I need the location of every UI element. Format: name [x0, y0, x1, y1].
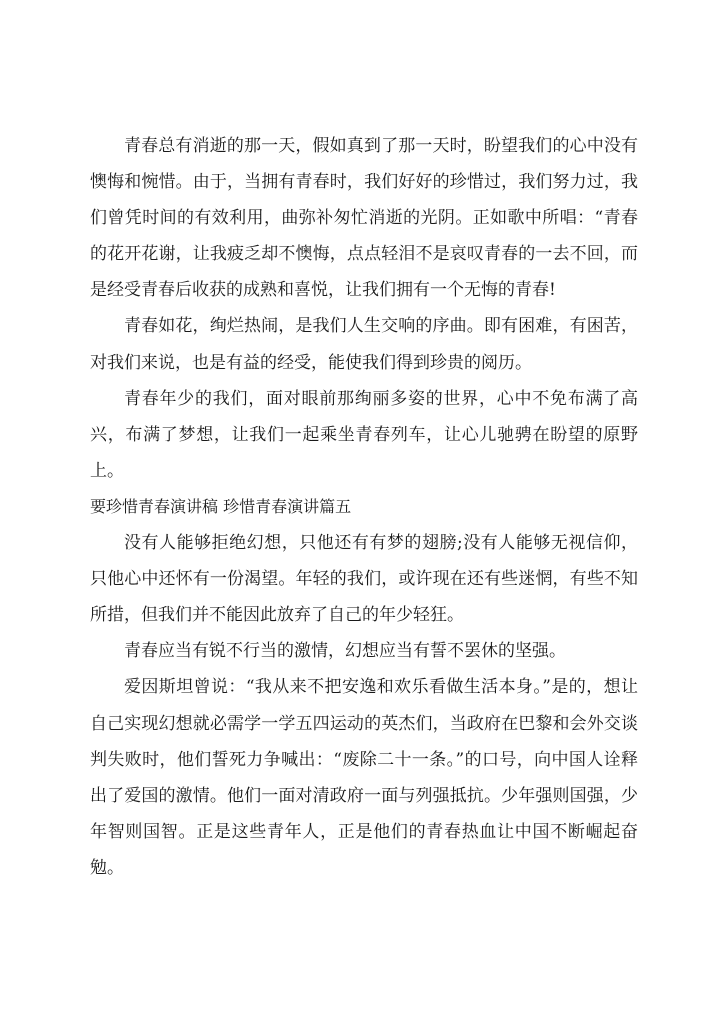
paragraph-youth-fades: 青春总有消逝的那一天，假如真到了那一天时，盼望我们的心中没有懊悔和惋惜。由于，当拥有青春时，我们好好的珍惜过，我们努力过，我们曾凭时间的有效利用，曲弥补匆忙消逝的光阴。正如歌中所唱：“青春的花开花谢，让我疲乏却不懊悔，点点轻泪不是哀叹青春的一去不回，而是经受青春后收获的成熟和喜悦，让我们拥有一个无悔的青春! — [90, 136, 638, 301]
paragraph-einstein: 爱因斯坦曾说：“我从来不把安逸和欢乐看做生活本身。”是的，想让自己实现幻想就必需学一学五四运动的英杰们，当政府在巴黎和会外交谈判失败时，他们誓死力争喊出：“废除二十一条。”的口号，向中国人诠释出了爱国的激情。他们一面对清政府一面与列强抵抗。少年强则国强，少年智则国智。正是这些青年人，正是他们的青春热血让中国不断崛起奋勉。 — [90, 677, 638, 878]
paragraph-youth-train: 青春年少的我们，面对眼前那绚丽多姿的世界，心中不免布满了高兴，布满了梦想，让我们一起乘坐青春列车，让心儿驰骋在盼望的原野上。 — [90, 388, 638, 481]
paragraph-passion: 青春应当有锐不行当的激情，幻想应当有誓不罢休的坚强。 — [124, 641, 566, 662]
section-heading: 要珍惜青春演讲稿 珍惜青春演讲篇五 — [90, 496, 352, 516]
paragraph-youth-like-flower: 青春如花，绚烂热闹，是我们人生交响的序曲。即有困难，有困苦，对我们来说，也是有益的经受，能使我们得到珍贵的阅历。 — [90, 316, 638, 373]
document-body — [90, 128, 638, 886]
paragraph-dream-wings: 没有人能够拒绝幻想，只他还有有梦的翅膀;没有人能够无视信仰，只他心中还怀有一份渴望。年轻的我们，或许现在还有些迷惘，有些不知所措，但我们并不能因此放弃了自己的年少轻狂。 — [90, 533, 638, 626]
